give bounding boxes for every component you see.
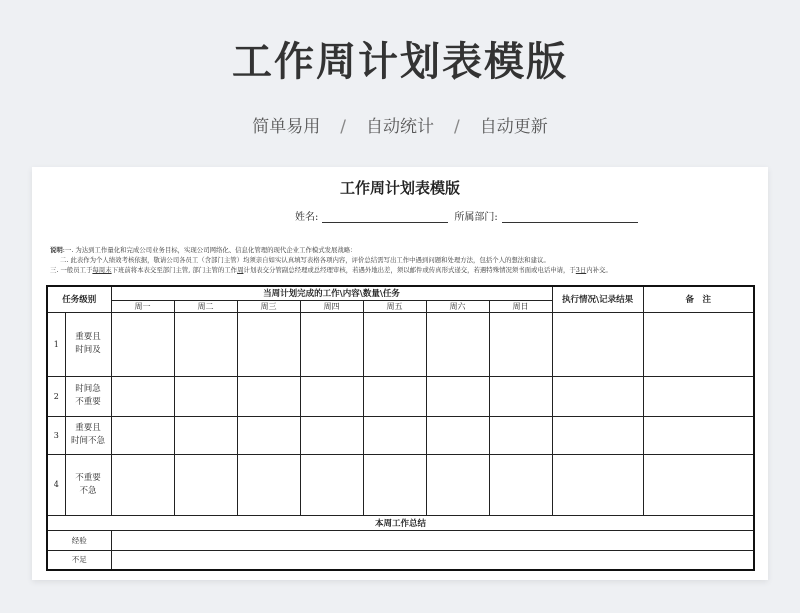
cell-fri[interactable] (363, 416, 426, 454)
cell-exec[interactable] (552, 454, 643, 515)
cell-wed[interactable] (237, 312, 300, 376)
table-header-row (47, 286, 754, 300)
day-header-mon: 周一 (111, 300, 174, 312)
row-index: 3 (47, 416, 65, 454)
cell-mon[interactable] (111, 454, 174, 515)
cell-thu[interactable] (300, 376, 363, 416)
cell-wed[interactable] (237, 454, 300, 515)
dept-input-line[interactable] (502, 211, 638, 223)
weekly-plan-table (46, 285, 755, 571)
table-row (47, 416, 754, 454)
day-header-sun: 周日 (489, 300, 552, 312)
table-row (47, 312, 754, 376)
tag-separator: / (454, 117, 460, 137)
document-sheet (32, 167, 768, 580)
cell-remark[interactable] (643, 416, 754, 454)
cell-remark[interactable] (643, 454, 754, 515)
tag-auto-stats: 自动统计 (366, 117, 434, 137)
instruction-line-2: 二. 此表作为个人绩效考核依据，敬请公司各员工（含部门主管）均须亲自如实认真填写表格各项内容，评价总结需写出工作中遇到问题和处理方法，包括个人的想法和建议。 (60, 256, 550, 264)
day-header-wed: 周三 (237, 300, 300, 312)
cell-sun[interactable] (489, 416, 552, 454)
dept-label: 所属部门: (454, 212, 498, 223)
cell-sat[interactable] (426, 376, 489, 416)
task-level: 时间急 不重要 (65, 376, 111, 416)
cell-mon[interactable] (111, 376, 174, 416)
remark-header: 备 注 (643, 286, 754, 312)
row-index: 1 (47, 312, 65, 376)
header-fields (295, 208, 638, 223)
day-header-sat: 周六 (426, 300, 489, 312)
cell-fri[interactable] (363, 312, 426, 376)
cell-fri[interactable] (363, 454, 426, 515)
instruction-line-3: 三. 一般员工于每周末下班前将本表交至部门主管, 部门主管的工作周计划表交分管副总经理或总经理审核，若遇外地出差，须以邮件或传真形式递交，若遇特殊情况须书面或电话申请，于3日内补交。 (50, 266, 612, 274)
cell-exec[interactable] (552, 312, 643, 376)
banner-subtitle (0, 112, 800, 137)
task-level: 重要且 时间不急 (65, 416, 111, 454)
shortfall-input[interactable] (111, 550, 754, 570)
name-label: 姓名: (295, 212, 319, 223)
cell-sat[interactable] (426, 454, 489, 515)
name-input-line[interactable] (322, 211, 448, 223)
cell-mon[interactable] (111, 416, 174, 454)
cell-sat[interactable] (426, 312, 489, 376)
cell-thu[interactable] (300, 312, 363, 376)
cell-exec[interactable] (552, 416, 643, 454)
cell-exec[interactable] (552, 376, 643, 416)
cell-sun[interactable] (489, 454, 552, 515)
document-title: 工作周计划表模版 (339, 179, 460, 197)
experience-input[interactable] (111, 530, 754, 550)
tag-auto-update: 自动更新 (479, 117, 548, 137)
cell-remark[interactable] (643, 312, 754, 376)
tag-separator: / (340, 117, 346, 137)
cell-fri[interactable] (363, 376, 426, 416)
cell-mon[interactable] (111, 312, 174, 376)
experience-row (47, 530, 754, 550)
cell-tue[interactable] (174, 312, 237, 376)
banner-title: 工作周计划表模版 (232, 39, 568, 85)
cell-sun[interactable] (489, 312, 552, 376)
cell-sat[interactable] (426, 416, 489, 454)
cell-thu[interactable] (300, 454, 363, 515)
day-header-thu: 周四 (300, 300, 363, 312)
table-row (47, 454, 754, 515)
level-header: 任务级别 (47, 286, 111, 312)
row-index: 4 (47, 454, 65, 515)
cell-tue[interactable] (174, 376, 237, 416)
task-level: 重要且 时间及 (65, 312, 111, 376)
experience-label: 经验 (47, 530, 111, 550)
instructions (50, 245, 754, 275)
day-header-fri: 周五 (363, 300, 426, 312)
shortfall-row (47, 550, 754, 570)
cell-tue[interactable] (174, 454, 237, 515)
table-row (47, 376, 754, 416)
tag-easy: 简单易用 (252, 117, 321, 137)
summary-header: 本周工作总结 (47, 515, 754, 530)
task-level: 不重要 不急 (65, 454, 111, 515)
cell-wed[interactable] (237, 376, 300, 416)
cell-sun[interactable] (489, 376, 552, 416)
cell-remark[interactable] (643, 376, 754, 416)
cell-thu[interactable] (300, 416, 363, 454)
week-header: 当周计划完成的工作\内容\数量\任务 (111, 286, 552, 300)
instruction-line-1: 说明:一. 为达到工作量化和完成公司业务目标，实现公司网络化、信息化管理的现代企业工作模式发展战略： (50, 246, 357, 254)
row-index: 2 (47, 376, 65, 416)
cell-wed[interactable] (237, 416, 300, 454)
shortfall-label: 不足 (47, 550, 111, 570)
exec-header: 执行情况\记录结果 (552, 286, 643, 312)
summary-header-row (47, 515, 754, 530)
cell-tue[interactable] (174, 416, 237, 454)
day-header-tue: 周二 (174, 300, 237, 312)
